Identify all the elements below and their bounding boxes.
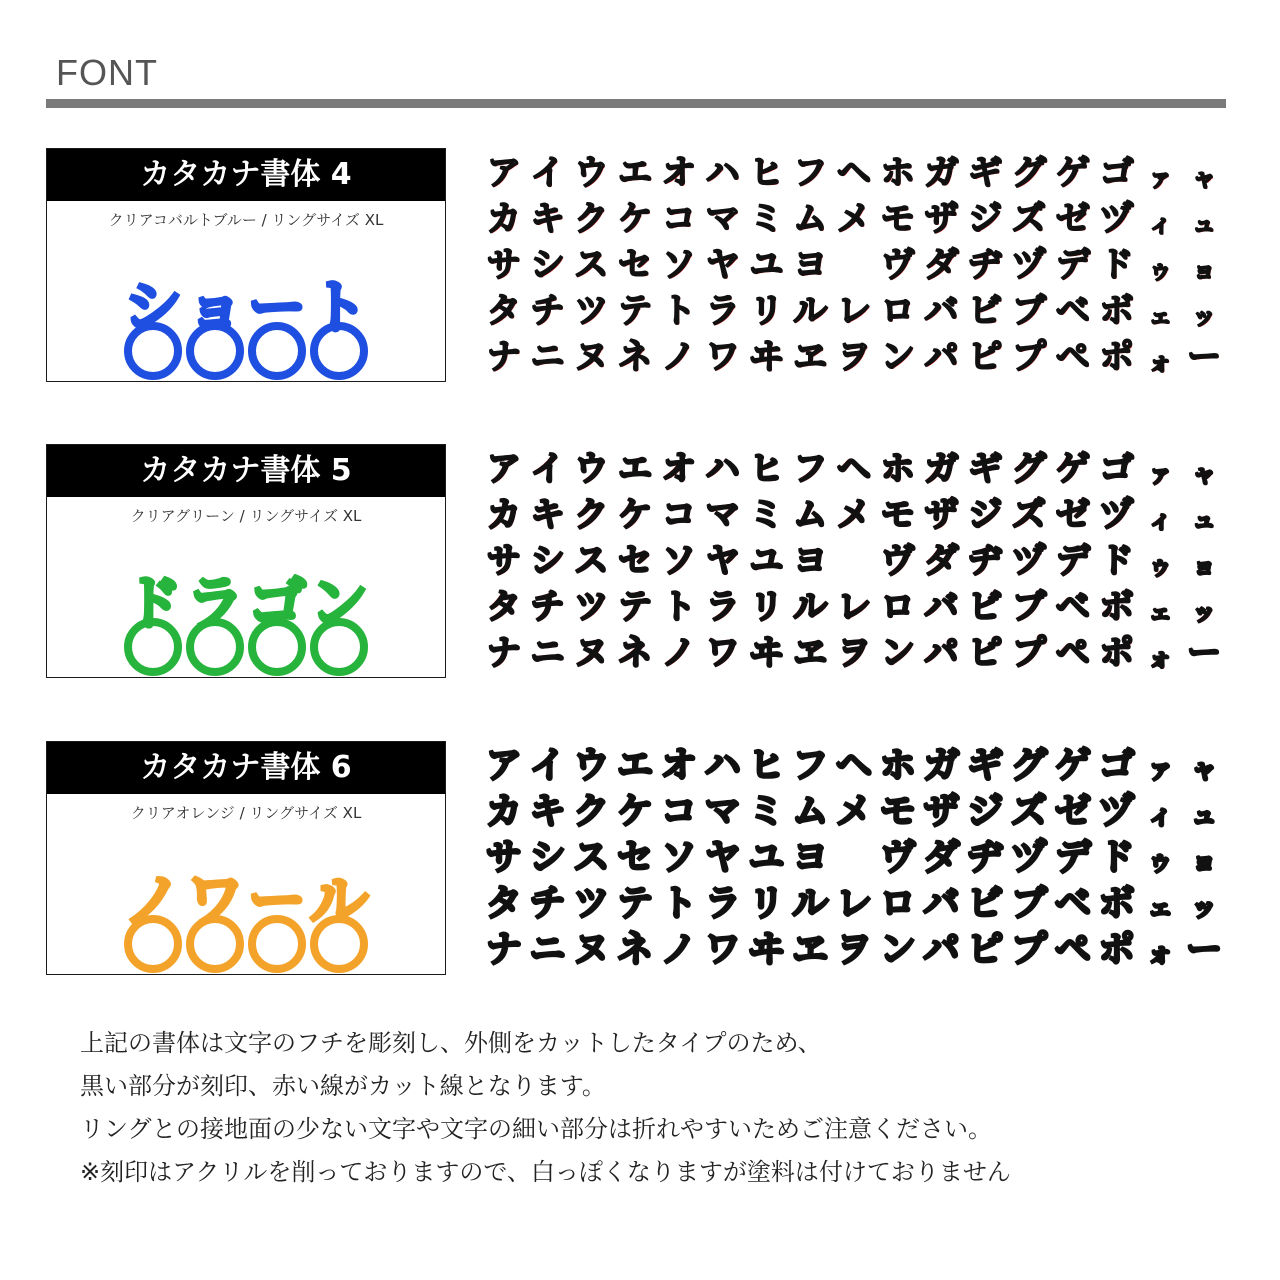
- glyph: ノ: [661, 337, 696, 377]
- glyph: ー: [1187, 337, 1222, 377]
- glyph-grid: [482, 743, 1226, 973]
- ring-character: ノ: [123, 870, 183, 934]
- card-title: カタカナ書体 5: [47, 445, 445, 497]
- glyph: ブ: [1011, 883, 1048, 924]
- note-line: 上記の書体は文字のフチを彫刻し、外側をカットしたタイプのため、: [80, 1029, 822, 1057]
- glyph: フ: [793, 449, 828, 489]
- glyph: ッ: [1192, 302, 1217, 330]
- glyph: モ: [880, 495, 915, 535]
- glyph: コ: [660, 791, 697, 832]
- glyph: ゴ: [1099, 449, 1134, 489]
- glyph: ハ: [705, 153, 740, 193]
- glyph: テ: [618, 291, 653, 331]
- glyph: セ: [618, 541, 653, 581]
- glyph: ロ: [880, 587, 915, 627]
- glyph: ヅ: [1012, 245, 1047, 285]
- glyph: ホ: [880, 449, 915, 489]
- glyph: ヌ: [573, 929, 610, 970]
- glyph: ベ: [1055, 291, 1090, 331]
- glyph: ベ: [1054, 883, 1091, 924]
- card-subtitle: クリアコバルトブルー / リングサイズ XL: [108, 211, 384, 229]
- glyph: ト: [661, 291, 696, 331]
- glyph: ゥ: [1147, 847, 1174, 877]
- ring-character: ト: [309, 277, 369, 341]
- glyph: ヨ: [792, 837, 829, 878]
- glyph: セ: [617, 837, 654, 878]
- glyph: ヒ: [749, 153, 784, 193]
- glyph: ン: [880, 337, 915, 377]
- glyph: ナ: [485, 929, 522, 970]
- glyph: ュ: [1192, 210, 1217, 238]
- glyph: オ: [660, 745, 697, 786]
- glyph: パ: [923, 929, 960, 970]
- glyph: ゲ: [1054, 745, 1091, 786]
- glyph: チ: [530, 291, 565, 331]
- glyph: ヅ: [1099, 495, 1134, 535]
- glyph: ニ: [530, 633, 565, 673]
- glyph: ジ: [968, 199, 1003, 239]
- glyph: ア: [486, 153, 521, 193]
- glyph: ョ: [1191, 847, 1218, 877]
- glyph: リ: [749, 291, 784, 331]
- glyph: ダ: [923, 837, 960, 878]
- glyph: パ: [924, 633, 959, 673]
- glyph: ヅ: [1012, 541, 1047, 581]
- ring-photo: [117, 870, 377, 974]
- glyph: ポ: [1098, 929, 1135, 970]
- glyph: エ: [618, 153, 653, 193]
- glyph: パ: [924, 337, 959, 377]
- note-line: 黒い部分が刻印、赤い線がカット線となります。: [80, 1072, 606, 1100]
- ring-character: ワ: [185, 870, 245, 934]
- glyph: セ: [618, 245, 653, 285]
- glyph: ィ: [1147, 801, 1174, 831]
- glyph: タ: [485, 883, 522, 924]
- glyph: ボ: [1099, 291, 1134, 331]
- glyph: ホ: [879, 745, 916, 786]
- glyph: ァ: [1148, 164, 1173, 192]
- glyph: シ: [530, 245, 565, 285]
- glyph: ジ: [968, 495, 1003, 535]
- glyph: モ: [880, 199, 915, 239]
- glyph: ソ: [661, 541, 696, 581]
- glyph: ェ: [1147, 893, 1174, 923]
- glyph: ニ: [529, 929, 566, 970]
- glyph: キ: [529, 791, 566, 832]
- glyph: レ: [835, 883, 872, 924]
- glyph: ス: [574, 245, 609, 285]
- note-line: リングとの接地面の少ない文字や文字の細い部分は折れやすいためご注意ください。: [80, 1115, 992, 1143]
- glyph: ツ: [574, 587, 609, 627]
- glyph: カ: [486, 495, 521, 535]
- glyph: ミ: [749, 495, 784, 535]
- glyph: ニ: [530, 337, 565, 377]
- glyph: ヘ: [836, 449, 871, 489]
- glyph: レ: [836, 587, 871, 627]
- font-card: [46, 741, 446, 975]
- glyph: マ: [704, 791, 741, 832]
- glyph: ロ: [880, 291, 915, 331]
- glyph: ァ: [1148, 460, 1173, 488]
- glyph: サ: [486, 541, 521, 581]
- font-section-6: [46, 741, 1226, 977]
- glyph: ゼ: [1055, 495, 1090, 535]
- glyph: ボ: [1099, 587, 1134, 627]
- glyph: ペ: [1054, 929, 1091, 970]
- glyph: ゥ: [1148, 552, 1173, 580]
- glyph: ュ: [1191, 801, 1218, 831]
- glyph: テ: [617, 883, 654, 924]
- glyph: ポ: [1099, 337, 1134, 377]
- glyph: イ: [530, 449, 565, 489]
- glyph: ゲ: [1055, 153, 1090, 193]
- glyph: ゴ: [1099, 153, 1134, 193]
- glyph: ン: [879, 929, 916, 970]
- glyph: ペ: [1055, 337, 1090, 377]
- glyph: ギ: [968, 153, 1003, 193]
- glyph: ダ: [924, 245, 959, 285]
- glyph: ラ: [704, 883, 741, 924]
- glyph: ヤ: [705, 541, 740, 581]
- glyph: ル: [793, 587, 828, 627]
- glyph: ハ: [704, 745, 741, 786]
- ring-character: シ: [123, 277, 183, 341]
- glyph: ヰ: [749, 633, 784, 673]
- glyph: ィ: [1148, 210, 1173, 238]
- page-title: FONT: [56, 52, 158, 93]
- glyph: ビ: [967, 883, 1004, 924]
- glyph: デ: [1055, 541, 1090, 581]
- glyph: ジ: [967, 791, 1004, 832]
- glyph: ナ: [486, 633, 521, 673]
- glyph: ヌ: [574, 337, 609, 377]
- glyph: テ: [618, 587, 653, 627]
- glyph: ノ: [661, 633, 696, 673]
- glyph: ム: [793, 495, 828, 535]
- glyph: ウ: [574, 153, 609, 193]
- note-line: ※刻印はアクリルを削っておりますので、白っぽくなりますが塗料は付けておりません: [80, 1158, 1011, 1186]
- glyph: ザ: [924, 199, 959, 239]
- glyph: ス: [574, 541, 609, 581]
- card-title: カタカナ書体 6: [47, 742, 445, 794]
- glyph: タ: [486, 587, 521, 627]
- glyph: ツ: [573, 883, 610, 924]
- glyph: カ: [485, 791, 522, 832]
- glyph: ボ: [1098, 883, 1135, 924]
- glyph: ユ: [749, 245, 784, 285]
- glyph: グ: [1012, 153, 1047, 193]
- glyph: ォ: [1148, 644, 1173, 672]
- glyph: ッ: [1192, 598, 1217, 626]
- glyph: サ: [486, 245, 521, 285]
- glyph: ャ: [1192, 460, 1217, 488]
- glyph: ダ: [924, 541, 959, 581]
- glyph: バ: [924, 291, 959, 331]
- font-card: [46, 148, 446, 382]
- glyph: ヨ: [793, 245, 828, 285]
- glyph: ハ: [705, 449, 740, 489]
- glyph: シ: [530, 541, 565, 581]
- glyph: イ: [530, 153, 565, 193]
- glyph: ヘ: [836, 153, 871, 193]
- glyph: マ: [705, 495, 740, 535]
- glyph: ネ: [618, 337, 653, 377]
- glyph: ム: [793, 199, 828, 239]
- glyph: ヅ: [1098, 791, 1135, 832]
- glyph: フ: [792, 745, 829, 786]
- glyph: ョ: [1192, 256, 1217, 284]
- glyph: ホ: [880, 153, 915, 193]
- glyph: ゥ: [1148, 256, 1173, 284]
- glyph: ヱ: [793, 633, 828, 673]
- glyph: ネ: [618, 633, 653, 673]
- glyph: ォ: [1148, 348, 1173, 376]
- glyph: バ: [924, 587, 959, 627]
- glyph: ヱ: [793, 337, 828, 377]
- glyph: ピ: [968, 633, 1003, 673]
- ring-character: ゴ: [247, 573, 307, 637]
- glyph: ズ: [1012, 495, 1047, 535]
- glyph: ム: [792, 791, 829, 832]
- glyph: ガ: [924, 153, 959, 193]
- glyph: エ: [618, 449, 653, 489]
- glyph: ァ: [1147, 755, 1174, 785]
- glyph: ガ: [923, 745, 960, 786]
- glyph: ギ: [968, 449, 1003, 489]
- glyph: ヰ: [748, 929, 785, 970]
- glyph: プ: [1011, 929, 1048, 970]
- glyph: ド: [1098, 837, 1135, 878]
- glyph: エ: [617, 745, 654, 786]
- glyph: シ: [529, 837, 566, 878]
- glyph: ピ: [967, 929, 1004, 970]
- glyph: ズ: [1011, 791, 1048, 832]
- header-divider: [46, 99, 1226, 108]
- glyph: ゼ: [1055, 199, 1090, 239]
- glyph: ェ: [1148, 598, 1173, 626]
- glyph: ヴ: [879, 837, 916, 878]
- glyph: ビ: [968, 291, 1003, 331]
- glyph: ヌ: [574, 633, 609, 673]
- glyph: メ: [836, 199, 871, 239]
- glyph: ソ: [661, 245, 696, 285]
- glyph: ロ: [879, 883, 916, 924]
- glyph: ル: [792, 883, 829, 924]
- ring-character: ョ: [185, 277, 245, 341]
- glyph: ヒ: [748, 745, 785, 786]
- glyph: ヲ: [836, 337, 871, 377]
- glyph: ヴ: [880, 541, 915, 581]
- glyph: ヲ: [835, 929, 872, 970]
- glyph-grid: [482, 446, 1226, 676]
- font-section-5: [46, 444, 1226, 680]
- glyph: ゲ: [1055, 449, 1090, 489]
- glyph: ヱ: [792, 929, 829, 970]
- glyph: メ: [835, 791, 872, 832]
- glyph: ケ: [618, 199, 653, 239]
- glyph: ト: [661, 587, 696, 627]
- card-subtitle: クリアオレンジ / リングサイズ XL: [130, 804, 362, 822]
- glyph: ケ: [618, 495, 653, 535]
- glyph: ザ: [923, 791, 960, 832]
- ring-character: ル: [309, 870, 369, 934]
- glyph: ポ: [1099, 633, 1134, 673]
- glyph: ラ: [705, 587, 740, 627]
- glyph: ヰ: [749, 337, 784, 377]
- glyph: ケ: [617, 791, 654, 832]
- glyph: デ: [1055, 245, 1090, 285]
- glyph: ユ: [748, 837, 785, 878]
- glyph: ヒ: [749, 449, 784, 489]
- glyph: ブ: [1012, 587, 1047, 627]
- glyph: ワ: [705, 337, 740, 377]
- glyph: ク: [573, 791, 610, 832]
- glyph: ト: [660, 883, 697, 924]
- glyph: ミ: [748, 791, 785, 832]
- glyph: ノ: [660, 929, 697, 970]
- usage-note: [80, 1022, 1200, 1194]
- ring-character: ン: [309, 573, 369, 637]
- glyph: ゴ: [1098, 745, 1135, 786]
- glyph: オ: [661, 153, 696, 193]
- ring-character: ラ: [185, 573, 245, 637]
- glyph: マ: [705, 199, 740, 239]
- glyph: ウ: [574, 449, 609, 489]
- glyph: ツ: [574, 291, 609, 331]
- glyph: ユ: [749, 541, 784, 581]
- glyph: ナ: [486, 337, 521, 377]
- glyph: モ: [879, 791, 916, 832]
- card-title: カタカナ書体 4: [47, 149, 445, 201]
- glyph: ヘ: [835, 745, 872, 786]
- glyph: ヲ: [836, 633, 871, 673]
- glyph: ヂ: [967, 837, 1004, 878]
- glyph: コ: [661, 199, 696, 239]
- glyph: ド: [1099, 245, 1134, 285]
- glyph: ワ: [704, 929, 741, 970]
- glyph: ザ: [924, 495, 959, 535]
- glyph: ガ: [924, 449, 959, 489]
- glyph: ワ: [705, 633, 740, 673]
- glyph: プ: [1012, 633, 1047, 673]
- glyph: チ: [530, 587, 565, 627]
- font-card: [46, 444, 446, 678]
- glyph: フ: [793, 153, 828, 193]
- glyph: ギ: [967, 745, 1004, 786]
- glyph: ブ: [1012, 291, 1047, 331]
- ring-character: ド: [123, 573, 183, 637]
- glyph: レ: [836, 291, 871, 331]
- glyph: ピ: [968, 337, 1003, 377]
- glyph: タ: [486, 291, 521, 331]
- glyph: ア: [485, 745, 522, 786]
- glyph: ヅ: [1011, 837, 1048, 878]
- ring-photo: [117, 573, 377, 677]
- glyph: ッ: [1191, 893, 1218, 923]
- glyph: ョ: [1192, 552, 1217, 580]
- glyph: イ: [529, 745, 566, 786]
- glyph: ャ: [1191, 755, 1218, 785]
- font-section-4: [46, 148, 1226, 384]
- glyph: キ: [530, 199, 565, 239]
- ring-photo: [117, 277, 377, 381]
- glyph: ヴ: [880, 245, 915, 285]
- glyph: ヨ: [793, 541, 828, 581]
- glyph: ク: [574, 495, 609, 535]
- glyph: ン: [880, 633, 915, 673]
- glyph: ュ: [1192, 506, 1217, 534]
- glyph: ィ: [1148, 506, 1173, 534]
- glyph: オ: [661, 449, 696, 489]
- glyph: ヂ: [968, 541, 1003, 581]
- glyph: グ: [1012, 449, 1047, 489]
- glyph: ー: [1187, 633, 1222, 673]
- glyph: キ: [530, 495, 565, 535]
- glyph: ヤ: [705, 245, 740, 285]
- glyph: ペ: [1055, 633, 1090, 673]
- glyph: ォ: [1147, 939, 1174, 969]
- glyph: ソ: [660, 837, 697, 878]
- glyph: バ: [923, 883, 960, 924]
- glyph: ェ: [1148, 302, 1173, 330]
- card-subtitle: クリアグリーン / リングサイズ XL: [130, 507, 362, 525]
- glyph: カ: [486, 199, 521, 239]
- glyph: ド: [1099, 541, 1134, 581]
- ring-character: ー: [247, 870, 307, 934]
- glyph: コ: [661, 495, 696, 535]
- glyph: ゼ: [1054, 791, 1091, 832]
- glyph: ズ: [1012, 199, 1047, 239]
- glyph: ビ: [968, 587, 1003, 627]
- glyph: ミ: [749, 199, 784, 239]
- glyph: メ: [836, 495, 871, 535]
- glyph: ヤ: [704, 837, 741, 878]
- glyph: ャ: [1192, 164, 1217, 192]
- glyph: リ: [749, 587, 784, 627]
- glyph: チ: [529, 883, 566, 924]
- glyph: グ: [1011, 745, 1048, 786]
- glyph: リ: [748, 883, 785, 924]
- glyph: プ: [1012, 337, 1047, 377]
- glyph: ク: [574, 199, 609, 239]
- glyph: ネ: [617, 929, 654, 970]
- glyph: サ: [485, 837, 522, 878]
- glyph: ヂ: [968, 245, 1003, 285]
- ring-character: ー: [247, 277, 307, 341]
- glyph: ー: [1186, 929, 1223, 970]
- glyph: ル: [793, 291, 828, 331]
- glyph: ベ: [1055, 587, 1090, 627]
- glyph: ア: [486, 449, 521, 489]
- glyph: ウ: [573, 745, 610, 786]
- glyph-grid: [482, 150, 1226, 380]
- glyph: ス: [573, 837, 610, 878]
- glyph: デ: [1054, 837, 1091, 878]
- glyph: ヅ: [1099, 199, 1134, 239]
- glyph: ラ: [705, 291, 740, 331]
